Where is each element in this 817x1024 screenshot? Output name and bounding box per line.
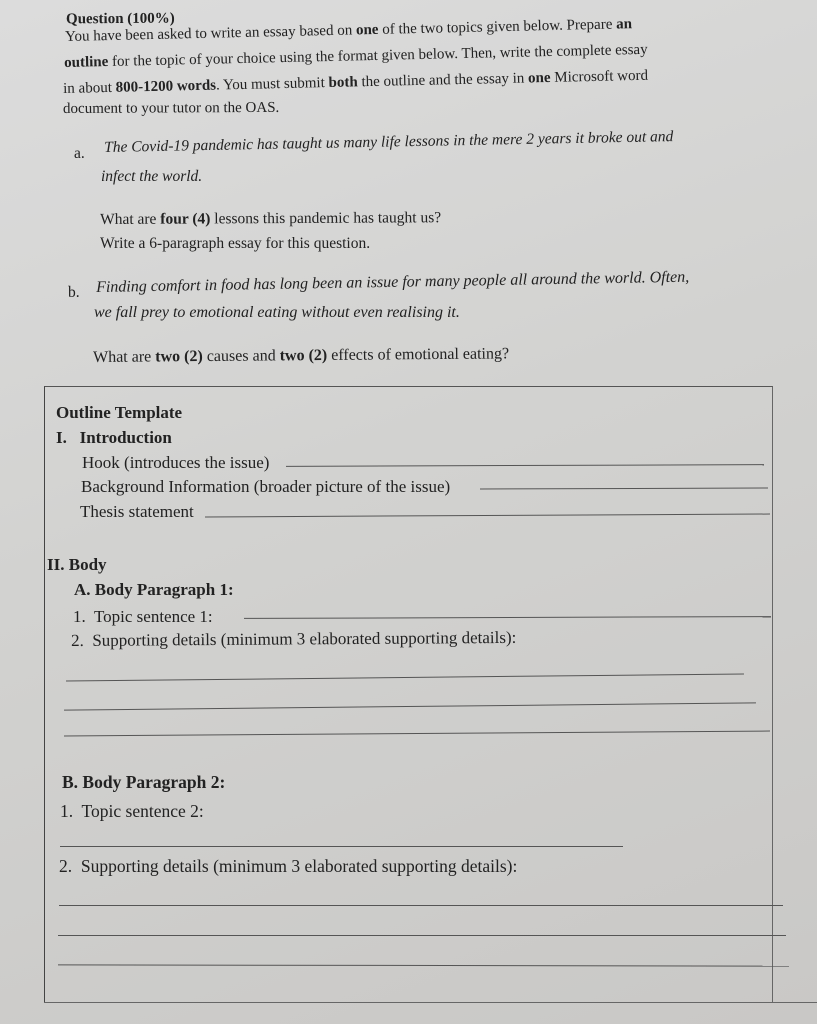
supporting-details-1-label: 2. Supporting details (minimum 3 elaborated supporting details): bbox=[70, 627, 517, 650]
intro-line-4 bbox=[63, 101, 279, 117]
supporting-details-2-line-1[interactable] bbox=[59, 905, 783, 906]
topic-b-prompt-line1: Finding comfort in food has long been an issue for many people all around the world. Often, bbox=[95, 268, 690, 296]
intro-text: You have been asked to write an essay based on bbox=[64, 22, 357, 45]
intro-line-3 bbox=[63, 69, 648, 97]
intro-text: Microsoft word bbox=[550, 67, 649, 86]
intro-bold: one bbox=[527, 69, 551, 87]
topic-sentence-2-line[interactable] bbox=[60, 846, 623, 847]
topic-b-marker: b. bbox=[68, 284, 80, 301]
topic-sentence-2-label: 1. Topic sentence 2: bbox=[60, 801, 204, 821]
intro-line-2 bbox=[64, 43, 648, 71]
topic-sentence-1-label: 1. Topic sentence 1: bbox=[73, 607, 213, 626]
intro-bold: both bbox=[328, 74, 358, 91]
intro-text: the outline and the essay in bbox=[357, 70, 529, 91]
outline-title: Outline Template bbox=[56, 403, 183, 422]
intro-bold: outline bbox=[63, 53, 109, 71]
topic-a-prompt-line2: infect the world. bbox=[101, 168, 203, 185]
topic-a-question-text: lessons this pandemic has taught us? bbox=[210, 209, 442, 228]
intro-text: . You must submit bbox=[215, 74, 329, 94]
topic-b-question-bold: two (2) bbox=[279, 346, 328, 365]
topic-a-question-text: What are bbox=[99, 210, 161, 228]
intro-heading: I. Introduction bbox=[56, 428, 172, 447]
topic-b-question bbox=[93, 346, 509, 366]
topic-b-prompt-line2: we fall prey to emotional eating without even realising it. bbox=[94, 304, 460, 321]
body-paragraph-1-heading: A. Body Paragraph 1: bbox=[74, 580, 234, 599]
topic-a-marker: a. bbox=[74, 145, 85, 162]
topic-b-question-text: causes and bbox=[202, 347, 280, 366]
thesis-label: Thesis statement bbox=[80, 502, 194, 521]
intro-bold: one bbox=[355, 21, 379, 39]
intro-text: document to your tutor on the OAS. bbox=[62, 99, 280, 117]
topic-b-question-text: effects of emotional eating? bbox=[327, 345, 510, 364]
topic-a-question-bold: four (4) bbox=[160, 210, 211, 228]
intro-text: for the topic of your choice using the format given below. Then, write the complete essay bbox=[108, 41, 648, 70]
intro-bold: an bbox=[615, 16, 633, 33]
supporting-details-2-line-2[interactable] bbox=[58, 935, 786, 936]
hook-label: Hook (introduces the issue) bbox=[82, 453, 270, 472]
topic-b-question-text: What are bbox=[92, 348, 156, 366]
question-title: Question (100%) bbox=[65, 10, 175, 28]
topic-a-prompt-line1: The Covid-19 pandemic has taught us many life lessons in the mere 2 years it broke out and bbox=[103, 128, 674, 156]
body-paragraph-2-heading: B. Body Paragraph 2: bbox=[62, 772, 226, 792]
intro-bold: 800-1200 words bbox=[115, 77, 217, 96]
intro-text: of the two topics given below. Prepare bbox=[378, 16, 617, 38]
topic-b-question-bold: two (2) bbox=[155, 348, 203, 366]
supporting-details-2-label: 2. Supporting details (minimum 3 elaborated supporting details): bbox=[59, 856, 518, 876]
outline-box-bottom-border bbox=[44, 1002, 817, 1003]
intro-text: in about bbox=[62, 79, 116, 97]
background-label: Background Information (broader picture of the issue) bbox=[81, 477, 451, 496]
body-heading: II. Body bbox=[47, 555, 107, 574]
topic-a-instruction: Write a 6-paragraph essay for this question. bbox=[100, 235, 371, 252]
topic-a-question bbox=[100, 210, 441, 227]
